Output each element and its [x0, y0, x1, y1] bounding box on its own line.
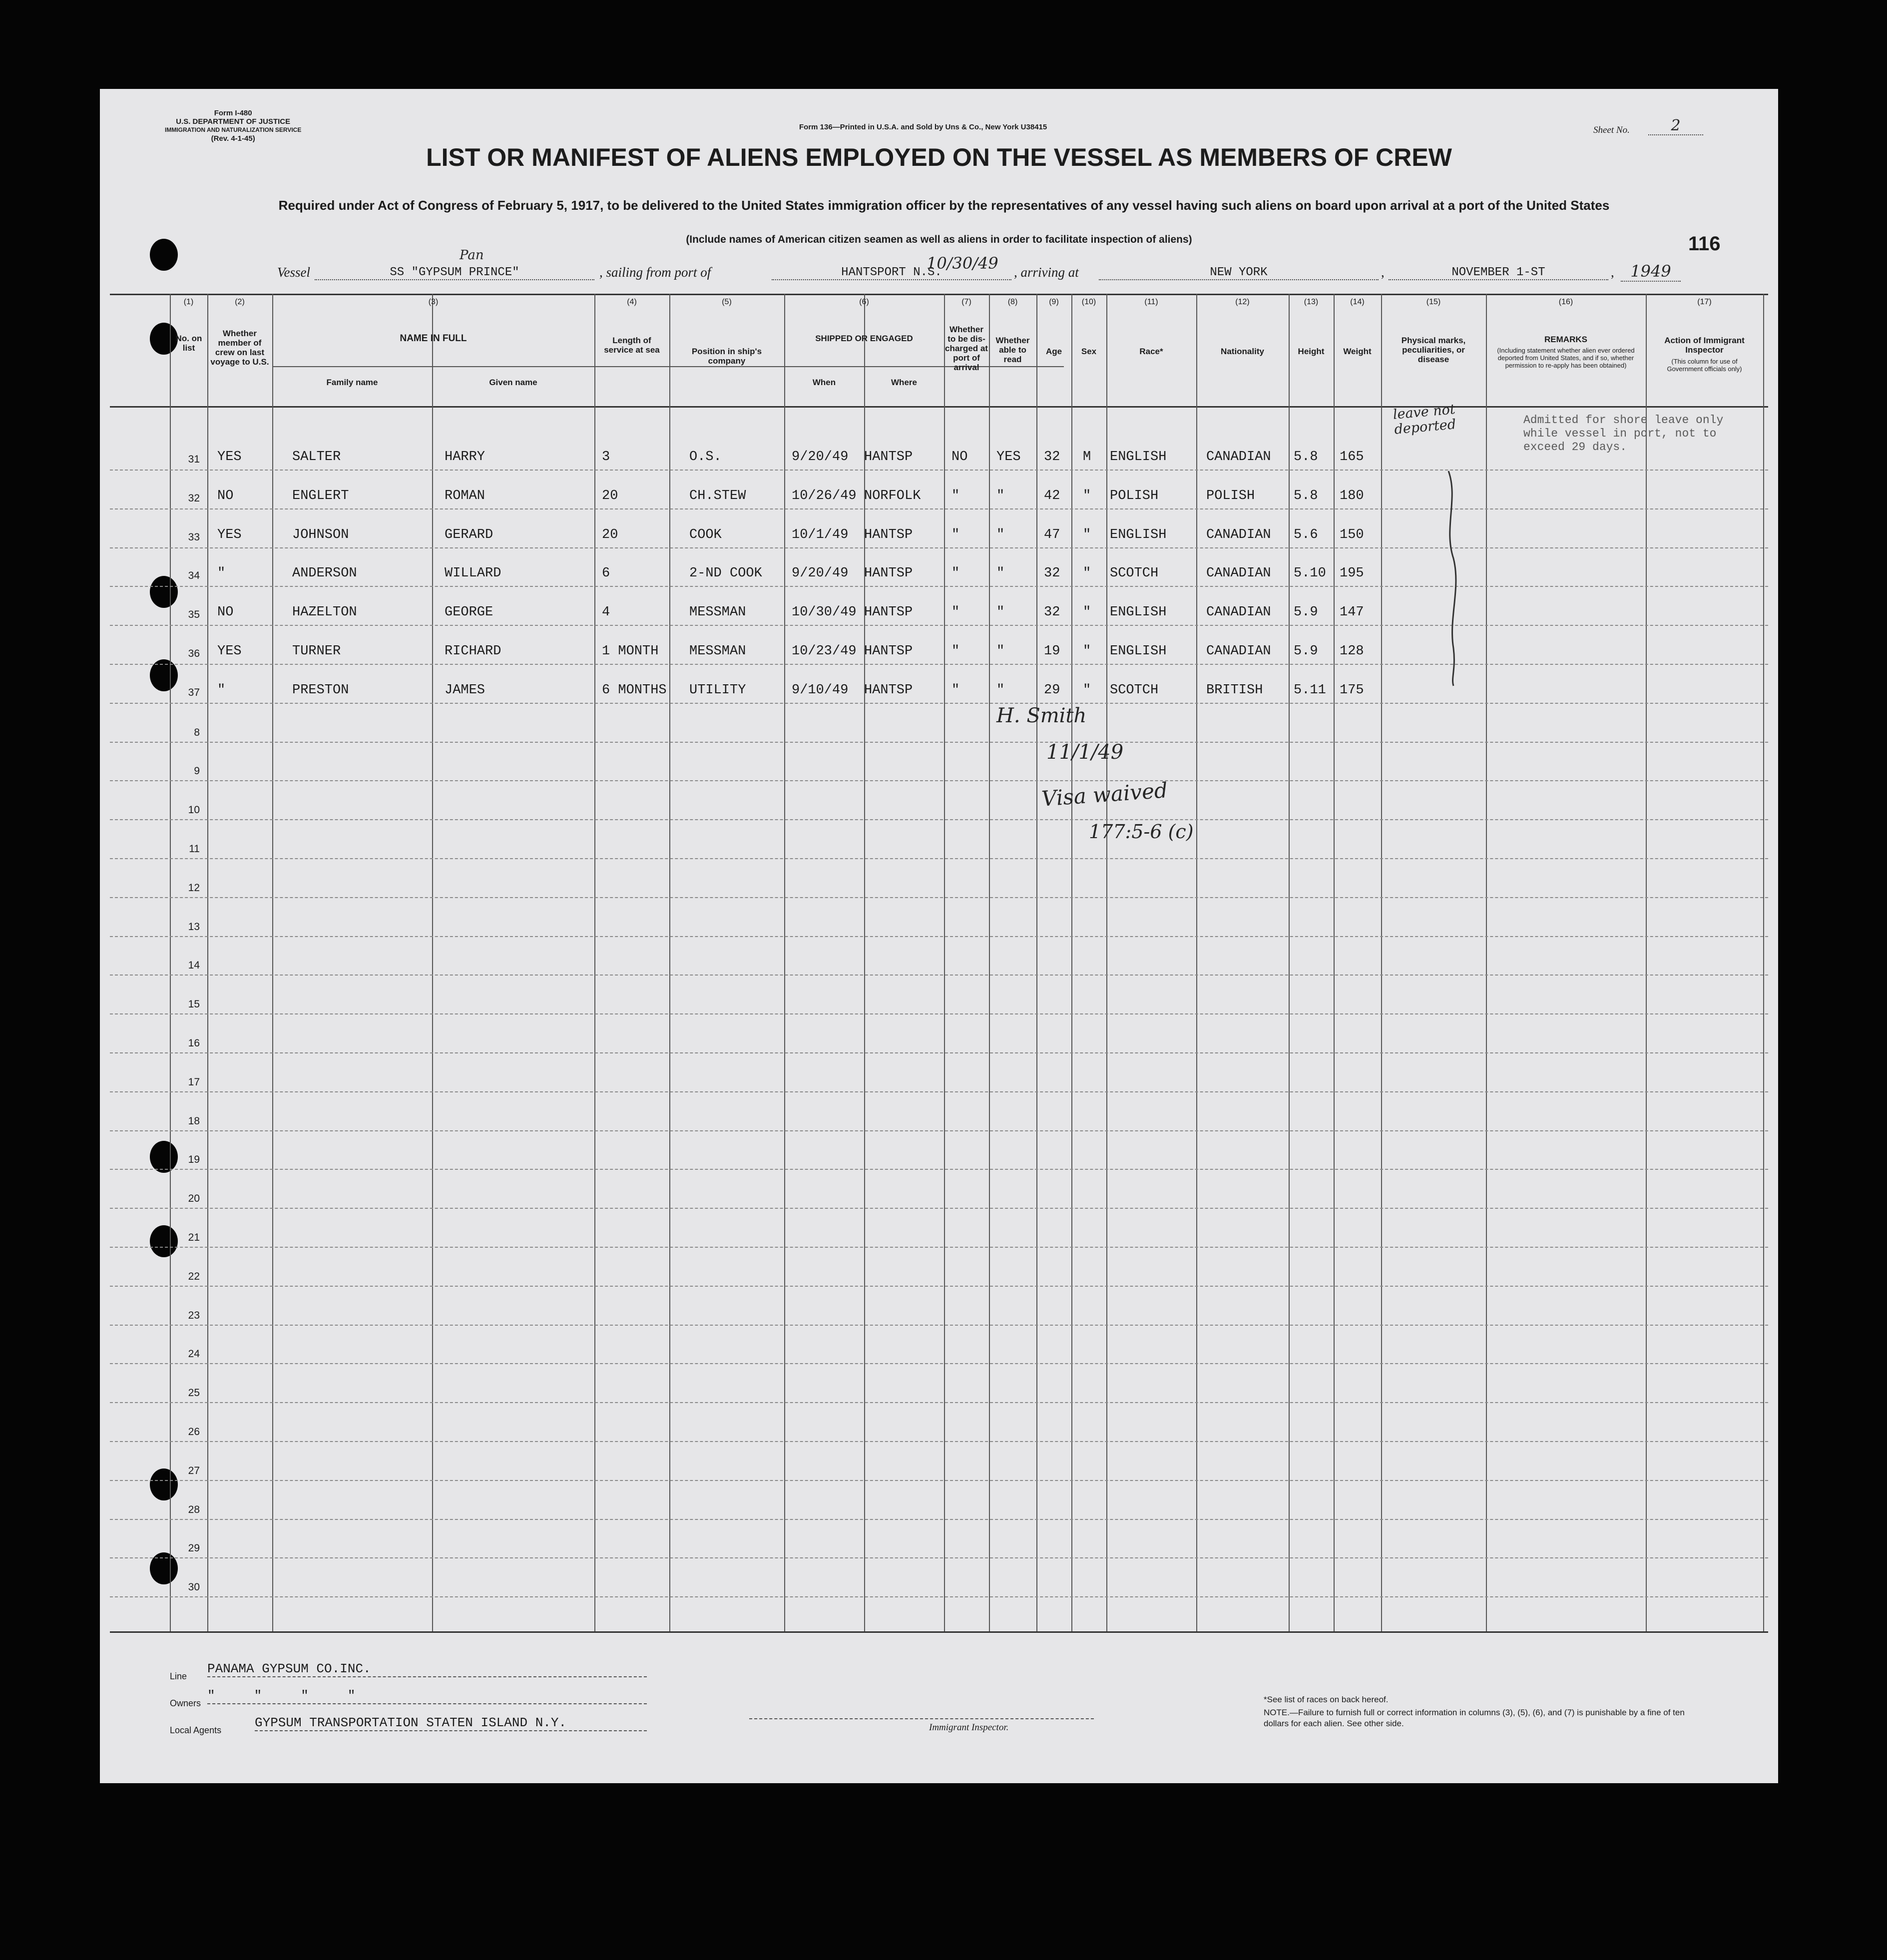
row-divider — [110, 586, 1768, 587]
column-line — [1106, 294, 1107, 1632]
empty-row-number: 11 — [189, 843, 200, 855]
column-number: (13) — [1304, 298, 1319, 306]
cell-service-length: 20 — [602, 527, 618, 542]
cell-weight: 128 — [1340, 644, 1364, 659]
col-header-given-name: Given name — [489, 378, 537, 387]
empty-row-number: 19 — [188, 1154, 200, 1166]
cell-nationality: CANADIAN — [1206, 450, 1271, 465]
form-id-line: IMMIGRATION AND NATURALIZATION SERVICE — [165, 126, 302, 133]
column-number: (11) — [1144, 298, 1158, 306]
cell-given-name: HARRY — [445, 450, 485, 465]
row-number: 31 — [188, 454, 200, 465]
cell-position: O.S. — [689, 450, 722, 465]
row-number: 36 — [188, 648, 200, 659]
col-header-shipped: SHIPPED OR ENGAGED — [815, 334, 913, 343]
agents-label: Local Agents — [170, 1725, 222, 1735]
row-number: 34 — [188, 570, 200, 582]
cell-shipped-when: 10/30/49 — [792, 605, 857, 620]
row-divider — [110, 1325, 1768, 1326]
agents-value: GYPSUM TRANSPORTATION STATEN ISLAND N.Y. — [255, 1715, 647, 1731]
column-line — [1036, 294, 1037, 1632]
cell-sex: " — [1083, 644, 1091, 659]
manifest-sheet — [100, 89, 1778, 1783]
col-header-read: Whether able to read — [995, 336, 1030, 364]
cell-race: SCOTCH — [1110, 566, 1159, 581]
row-divider — [110, 1052, 1768, 1053]
column-line — [207, 294, 208, 1632]
arrival-date: NOVEMBER 1-ST — [1389, 266, 1608, 280]
column-number: (3) — [428, 298, 439, 306]
cell-discharged: " — [951, 644, 960, 659]
cell-previous-voyage: NO — [217, 605, 234, 620]
column-line — [1381, 294, 1382, 1632]
column-line — [989, 294, 990, 1632]
cell-sex: " — [1083, 605, 1091, 620]
cell-height: 5.10 — [1294, 566, 1326, 581]
arrival-port: NEW YORK — [1099, 266, 1379, 280]
cell-shipped-when: 10/26/49 — [792, 488, 857, 503]
row-divider — [110, 547, 1768, 548]
cell-shipped-when: 10/23/49 — [792, 644, 857, 659]
cell-given-name: RICHARD — [445, 644, 501, 659]
arrival-year: 1949 — [1621, 262, 1681, 282]
col-header-race: Race* — [1139, 347, 1163, 356]
col-header-height: Height — [1298, 347, 1325, 356]
row-divider — [110, 1247, 1768, 1248]
col-header-weight: Weight — [1343, 347, 1372, 356]
sailing-label: , sailing from port of — [599, 265, 711, 280]
row-divider — [110, 858, 1768, 859]
col-header-where: Where — [891, 378, 917, 387]
row-divider — [110, 470, 1768, 471]
cell-race: ENGLISH — [1110, 605, 1167, 620]
col-header-action: Action of Immigrant Inspector — [1664, 336, 1745, 355]
column-line — [272, 294, 273, 1632]
column-line — [432, 294, 433, 1632]
column-line — [1289, 294, 1290, 1632]
cell-shipped-where: HANTSP — [864, 682, 913, 698]
cell-previous-voyage: " — [217, 682, 226, 698]
col-header-position: Position in ship's company — [691, 347, 762, 366]
col-header-remarks: REMARKS — [1544, 335, 1587, 344]
column-number: (8) — [1007, 298, 1018, 306]
column-line — [1763, 294, 1764, 1632]
col-header-name: NAME IN FULL — [400, 333, 467, 344]
cell-family-name: JOHNSON — [292, 527, 349, 542]
column-line — [784, 294, 785, 1632]
cell-weight: 150 — [1340, 527, 1364, 542]
cell-able-to-read: " — [996, 488, 1005, 503]
column-line — [1646, 294, 1647, 1632]
row-number: 32 — [188, 492, 200, 504]
cell-discharged: " — [951, 605, 960, 620]
cell-weight: 195 — [1340, 566, 1364, 581]
empty-row-number: 26 — [188, 1426, 200, 1438]
cell-height: 5.8 — [1294, 488, 1318, 503]
required-statement: Required under Act of Congress of February 5, 1917, to be delivered to the United States immigration officer by the representatives of any vessel having such aliens on board upon arrival at a port of the United States — [278, 198, 1610, 213]
separator: , — [1611, 265, 1614, 280]
row-number: 35 — [188, 609, 200, 621]
cell-service-length: 6 — [602, 566, 610, 581]
empty-row-number: 20 — [188, 1193, 200, 1205]
empty-row-number: 27 — [188, 1465, 200, 1476]
cell-race: ENGLISH — [1110, 450, 1167, 465]
row-divider — [110, 975, 1768, 976]
row-divider — [110, 1441, 1768, 1442]
row-divider — [110, 819, 1768, 820]
column-number: (9) — [1049, 298, 1059, 306]
ditto-bracket-line — [1438, 469, 1468, 688]
empty-row-number: 29 — [188, 1542, 200, 1554]
column-number: (2) — [235, 298, 245, 306]
cell-family-name: TURNER — [292, 644, 341, 659]
cell-height: 5.9 — [1294, 605, 1318, 620]
empty-row-number: 14 — [188, 960, 200, 972]
cell-shipped-where: HANTSP — [864, 605, 913, 620]
empty-row-number: 8 — [194, 726, 200, 738]
cell-previous-voyage: YES — [217, 527, 242, 542]
column-number: (1) — [183, 298, 194, 306]
inspection-date: 11/1/49 — [1046, 741, 1124, 764]
cell-weight: 165 — [1340, 450, 1364, 465]
empty-row-number: 22 — [188, 1270, 200, 1282]
cell-race: ENGLISH — [1110, 527, 1167, 542]
cell-shipped-where: NORFOLK — [864, 488, 921, 503]
column-line — [1486, 294, 1487, 1632]
cell-age: 42 — [1044, 488, 1060, 503]
column-number: (14) — [1350, 298, 1365, 306]
row-divider — [110, 1013, 1768, 1014]
cell-given-name: ROMAN — [445, 488, 485, 503]
row-divider — [110, 625, 1768, 626]
cell-shipped-when: 9/20/49 — [792, 566, 849, 581]
row-divider — [110, 1596, 1768, 1597]
print-line: Form 136—Printed in U.S.A. and Sold by Uns & Co., New York U38415 — [799, 123, 1047, 131]
column-line — [1334, 294, 1335, 1632]
column-numbers — [100, 294, 1778, 314]
cell-previous-voyage: YES — [217, 450, 242, 465]
sheet-label: Sheet No. — [1593, 125, 1630, 135]
cell-service-length: 6 MONTHS — [602, 682, 667, 698]
cell-able-to-read: " — [996, 644, 1005, 659]
cell-able-to-read: " — [996, 682, 1005, 698]
cell-able-to-read: " — [996, 605, 1005, 620]
vessel-note: Pan — [460, 248, 484, 263]
cell-height: 5.9 — [1294, 644, 1318, 659]
cell-position: MESSMAN — [689, 605, 746, 620]
column-line — [669, 294, 670, 1632]
cell-discharged: " — [951, 488, 960, 503]
empty-row-number: 15 — [188, 998, 200, 1010]
empty-row-number: 23 — [188, 1309, 200, 1321]
column-number: (5) — [722, 298, 732, 306]
cell-sex: " — [1083, 682, 1091, 698]
empty-row-number: 17 — [188, 1076, 200, 1088]
cell-family-name: HAZELTON — [292, 605, 357, 620]
cell-nationality: BRITISH — [1206, 682, 1263, 698]
sheet-number: 2 — [1648, 117, 1703, 135]
col-header-physical-marks: Physical marks, peculiarities, or disease — [1401, 336, 1466, 364]
empty-row-number: 10 — [188, 804, 200, 816]
cell-position: 2-ND COOK — [689, 566, 762, 581]
column-number: (12) — [1235, 298, 1250, 306]
col-header-no: No. on list — [175, 334, 202, 353]
cell-service-length: 4 — [602, 605, 610, 620]
cell-sex: " — [1083, 566, 1091, 581]
column-number: (17) — [1697, 298, 1712, 306]
row-divider — [110, 1480, 1768, 1481]
remarks-typed: Admitted for shore leave only while vessel in port, not to exceed 29 days. — [1523, 414, 1724, 454]
col-header-when: When — [812, 378, 836, 387]
row-divider — [110, 1286, 1768, 1287]
cell-nationality: CANADIAN — [1206, 527, 1271, 542]
row-divider — [110, 1363, 1768, 1364]
column-number: (4) — [627, 298, 637, 306]
cell-previous-voyage: YES — [217, 644, 242, 659]
col-header-age: Age — [1045, 347, 1062, 356]
line-label: Line — [170, 1671, 187, 1681]
page-title: LIST OR MANIFEST OF ALIENS EMPLOYED ON THE VESSEL AS MEMBERS OF CREW — [426, 143, 1452, 171]
cell-given-name: WILLARD — [445, 566, 501, 581]
cell-sex: " — [1083, 488, 1091, 503]
separator: , — [1381, 265, 1385, 280]
include-note: (Include names of American citizen seamen as well as aliens in order to facilitate inspection of aliens) — [686, 234, 1192, 245]
cell-discharged: " — [951, 527, 960, 542]
cell-age: 32 — [1044, 605, 1060, 620]
row-divider — [110, 508, 1768, 509]
row-divider — [110, 1402, 1768, 1403]
row-divider — [110, 1557, 1768, 1558]
regulation-reference: 177:5-6 (c) — [1089, 821, 1194, 843]
owners-label: Owners — [170, 1698, 201, 1708]
col-header-sex: Sex — [1081, 347, 1097, 356]
empty-row-number: 18 — [188, 1115, 200, 1127]
form-identifier — [165, 109, 301, 143]
cell-discharged: NO — [951, 450, 968, 465]
column-number: (6) — [859, 298, 869, 306]
cell-race: SCOTCH — [1110, 682, 1159, 698]
penalty-note: NOTE.—Failure to furnish full or correct information in columns (3), (5), (6), and (7) is punishable by a fine of ten dollars for each alien. See other side. — [1264, 1708, 1685, 1728]
cell-weight: 175 — [1340, 682, 1364, 698]
cell-service-length: 1 MONTH — [602, 644, 659, 659]
cell-given-name: JAMES — [445, 682, 485, 698]
cell-nationality: CANADIAN — [1206, 644, 1271, 659]
cell-weight: 180 — [1340, 488, 1364, 503]
column-line — [594, 294, 595, 1632]
row-divider — [110, 897, 1768, 898]
col-header-family-name: Family name — [326, 378, 378, 387]
line-value: PANAMA GYPSUM CO.INC. — [207, 1661, 647, 1677]
cell-age: 29 — [1044, 682, 1060, 698]
empty-row-number: 12 — [188, 882, 200, 894]
cell-race: POLISH — [1110, 488, 1159, 503]
cell-position: MESSMAN — [689, 644, 746, 659]
col-header-remarks-note: (Including statement whether alien ever ordered deported from United States, and if so, whether permission to re-apply has been obtained) — [1497, 347, 1635, 369]
cell-nationality: POLISH — [1206, 488, 1255, 503]
cell-height: 5.8 — [1294, 450, 1318, 465]
column-number: (10) — [1081, 298, 1096, 306]
cell-weight: 147 — [1340, 605, 1364, 620]
row-divider — [110, 1208, 1768, 1209]
cell-sex: M — [1083, 450, 1091, 465]
table-bottom-rule — [110, 1631, 1768, 1633]
row-number: 37 — [188, 686, 200, 698]
cell-race: ENGLISH — [1110, 644, 1167, 659]
owners-value: " " " " — [207, 1688, 647, 1704]
cell-position: UTILITY — [689, 682, 746, 698]
col-header-nationality: Nationality — [1221, 347, 1264, 356]
row-divider — [110, 1169, 1768, 1170]
cell-height: 5.11 — [1294, 682, 1326, 698]
form-id-line: Form I-480 — [214, 109, 252, 117]
cell-family-name: PRESTON — [292, 682, 349, 698]
inspector-label: Immigrant Inspector. — [929, 1722, 1009, 1733]
cell-shipped-when: 9/20/49 — [792, 450, 849, 465]
vessel-name: SS "GYPSUM PRINCE" — [315, 266, 594, 280]
cell-given-name: GEORGE — [445, 605, 493, 620]
races-note: *See list of races on back hereof. — [1264, 1695, 1389, 1704]
cell-shipped-where: HANTSP — [864, 527, 913, 542]
empty-row-number: 16 — [188, 1037, 200, 1049]
cell-discharged: " — [951, 682, 960, 698]
cell-service-length: 20 — [602, 488, 618, 503]
cell-height: 5.6 — [1294, 527, 1318, 542]
row-divider — [110, 742, 1768, 743]
cell-shipped-where: HANTSP — [864, 566, 913, 581]
empty-row-number: 30 — [188, 1581, 200, 1593]
cell-discharged: " — [951, 566, 960, 581]
empty-row-number: 24 — [188, 1348, 200, 1360]
cell-age: 47 — [1044, 527, 1060, 542]
cell-nationality: CANADIAN — [1206, 566, 1271, 581]
cell-previous-voyage: " — [217, 566, 226, 581]
column-line — [944, 294, 945, 1632]
column-number: (16) — [1558, 298, 1573, 306]
cell-sex: " — [1083, 527, 1091, 542]
cell-shipped-when: 9/10/49 — [792, 682, 849, 698]
departure-date: 10/30/49 — [927, 254, 998, 273]
column-number: (15) — [1426, 298, 1441, 306]
cell-shipped-where: HANTSP — [864, 644, 913, 659]
column-line — [1071, 294, 1072, 1632]
col-header-previous-voyage: Whether member of crew on last voyage to U.S. — [210, 329, 269, 367]
cell-family-name: ENGLERT — [292, 488, 349, 503]
cell-shipped-where: HANTSP — [864, 450, 913, 465]
arriving-label: , arriving at — [1014, 265, 1079, 280]
inspector-signature-line — [749, 1718, 1094, 1719]
col-header-discharged: Whether to be dis- charged at port of arrival — [945, 325, 988, 372]
cell-previous-voyage: NO — [217, 488, 234, 503]
cell-position: CH.STEW — [689, 488, 746, 503]
cell-able-to-read: " — [996, 566, 1005, 581]
cell-age: 19 — [1044, 644, 1060, 659]
form-id-line: (Rev. 4-1-45) — [211, 134, 255, 143]
column-line — [1196, 294, 1197, 1632]
row-divider — [110, 780, 1768, 781]
cell-age: 32 — [1044, 566, 1060, 581]
visa-waived-note: Visa waived — [1040, 778, 1169, 811]
cell-able-to-read: " — [996, 527, 1005, 542]
row-divider — [110, 703, 1768, 704]
row-divider — [110, 664, 1768, 665]
vessel-label: Vessel — [277, 265, 310, 280]
column-number: (7) — [961, 298, 971, 306]
empty-row-number: 13 — [188, 921, 200, 933]
cell-family-name: SALTER — [292, 450, 341, 465]
cell-nationality: CANADIAN — [1206, 605, 1271, 620]
cell-able-to-read: YES — [996, 450, 1021, 465]
cell-service-length: 3 — [602, 450, 610, 465]
cell-position: COOK — [689, 527, 722, 542]
row-divider — [110, 1091, 1768, 1092]
row-divider — [110, 1130, 1768, 1131]
empty-row-number: 28 — [188, 1503, 200, 1515]
empty-row-number: 25 — [188, 1387, 200, 1399]
form-id-line: U.S. DEPARTMENT OF JUSTICE — [176, 117, 291, 126]
col-header-action-note: (This column for use of Government officials only) — [1667, 358, 1742, 373]
empty-row-number: 9 — [194, 765, 200, 777]
row-divider — [110, 936, 1768, 937]
page-stamp: 116 — [1688, 233, 1721, 255]
cell-shipped-when: 10/1/49 — [792, 527, 849, 542]
cell-given-name: GERARD — [445, 527, 493, 542]
row-number: 33 — [188, 531, 200, 543]
cell-family-name: ANDERSON — [292, 566, 357, 581]
physical-marks-handwritten: leave not deported — [1392, 402, 1457, 438]
inspector-signature: H. Smith — [996, 704, 1087, 727]
departure-port: HANTSPORT N.S. — [772, 266, 1011, 280]
row-divider — [110, 1519, 1768, 1520]
col-header-service: Length of service at sea — [604, 336, 660, 355]
cell-age: 32 — [1044, 450, 1060, 465]
empty-row-number: 21 — [188, 1232, 200, 1243]
